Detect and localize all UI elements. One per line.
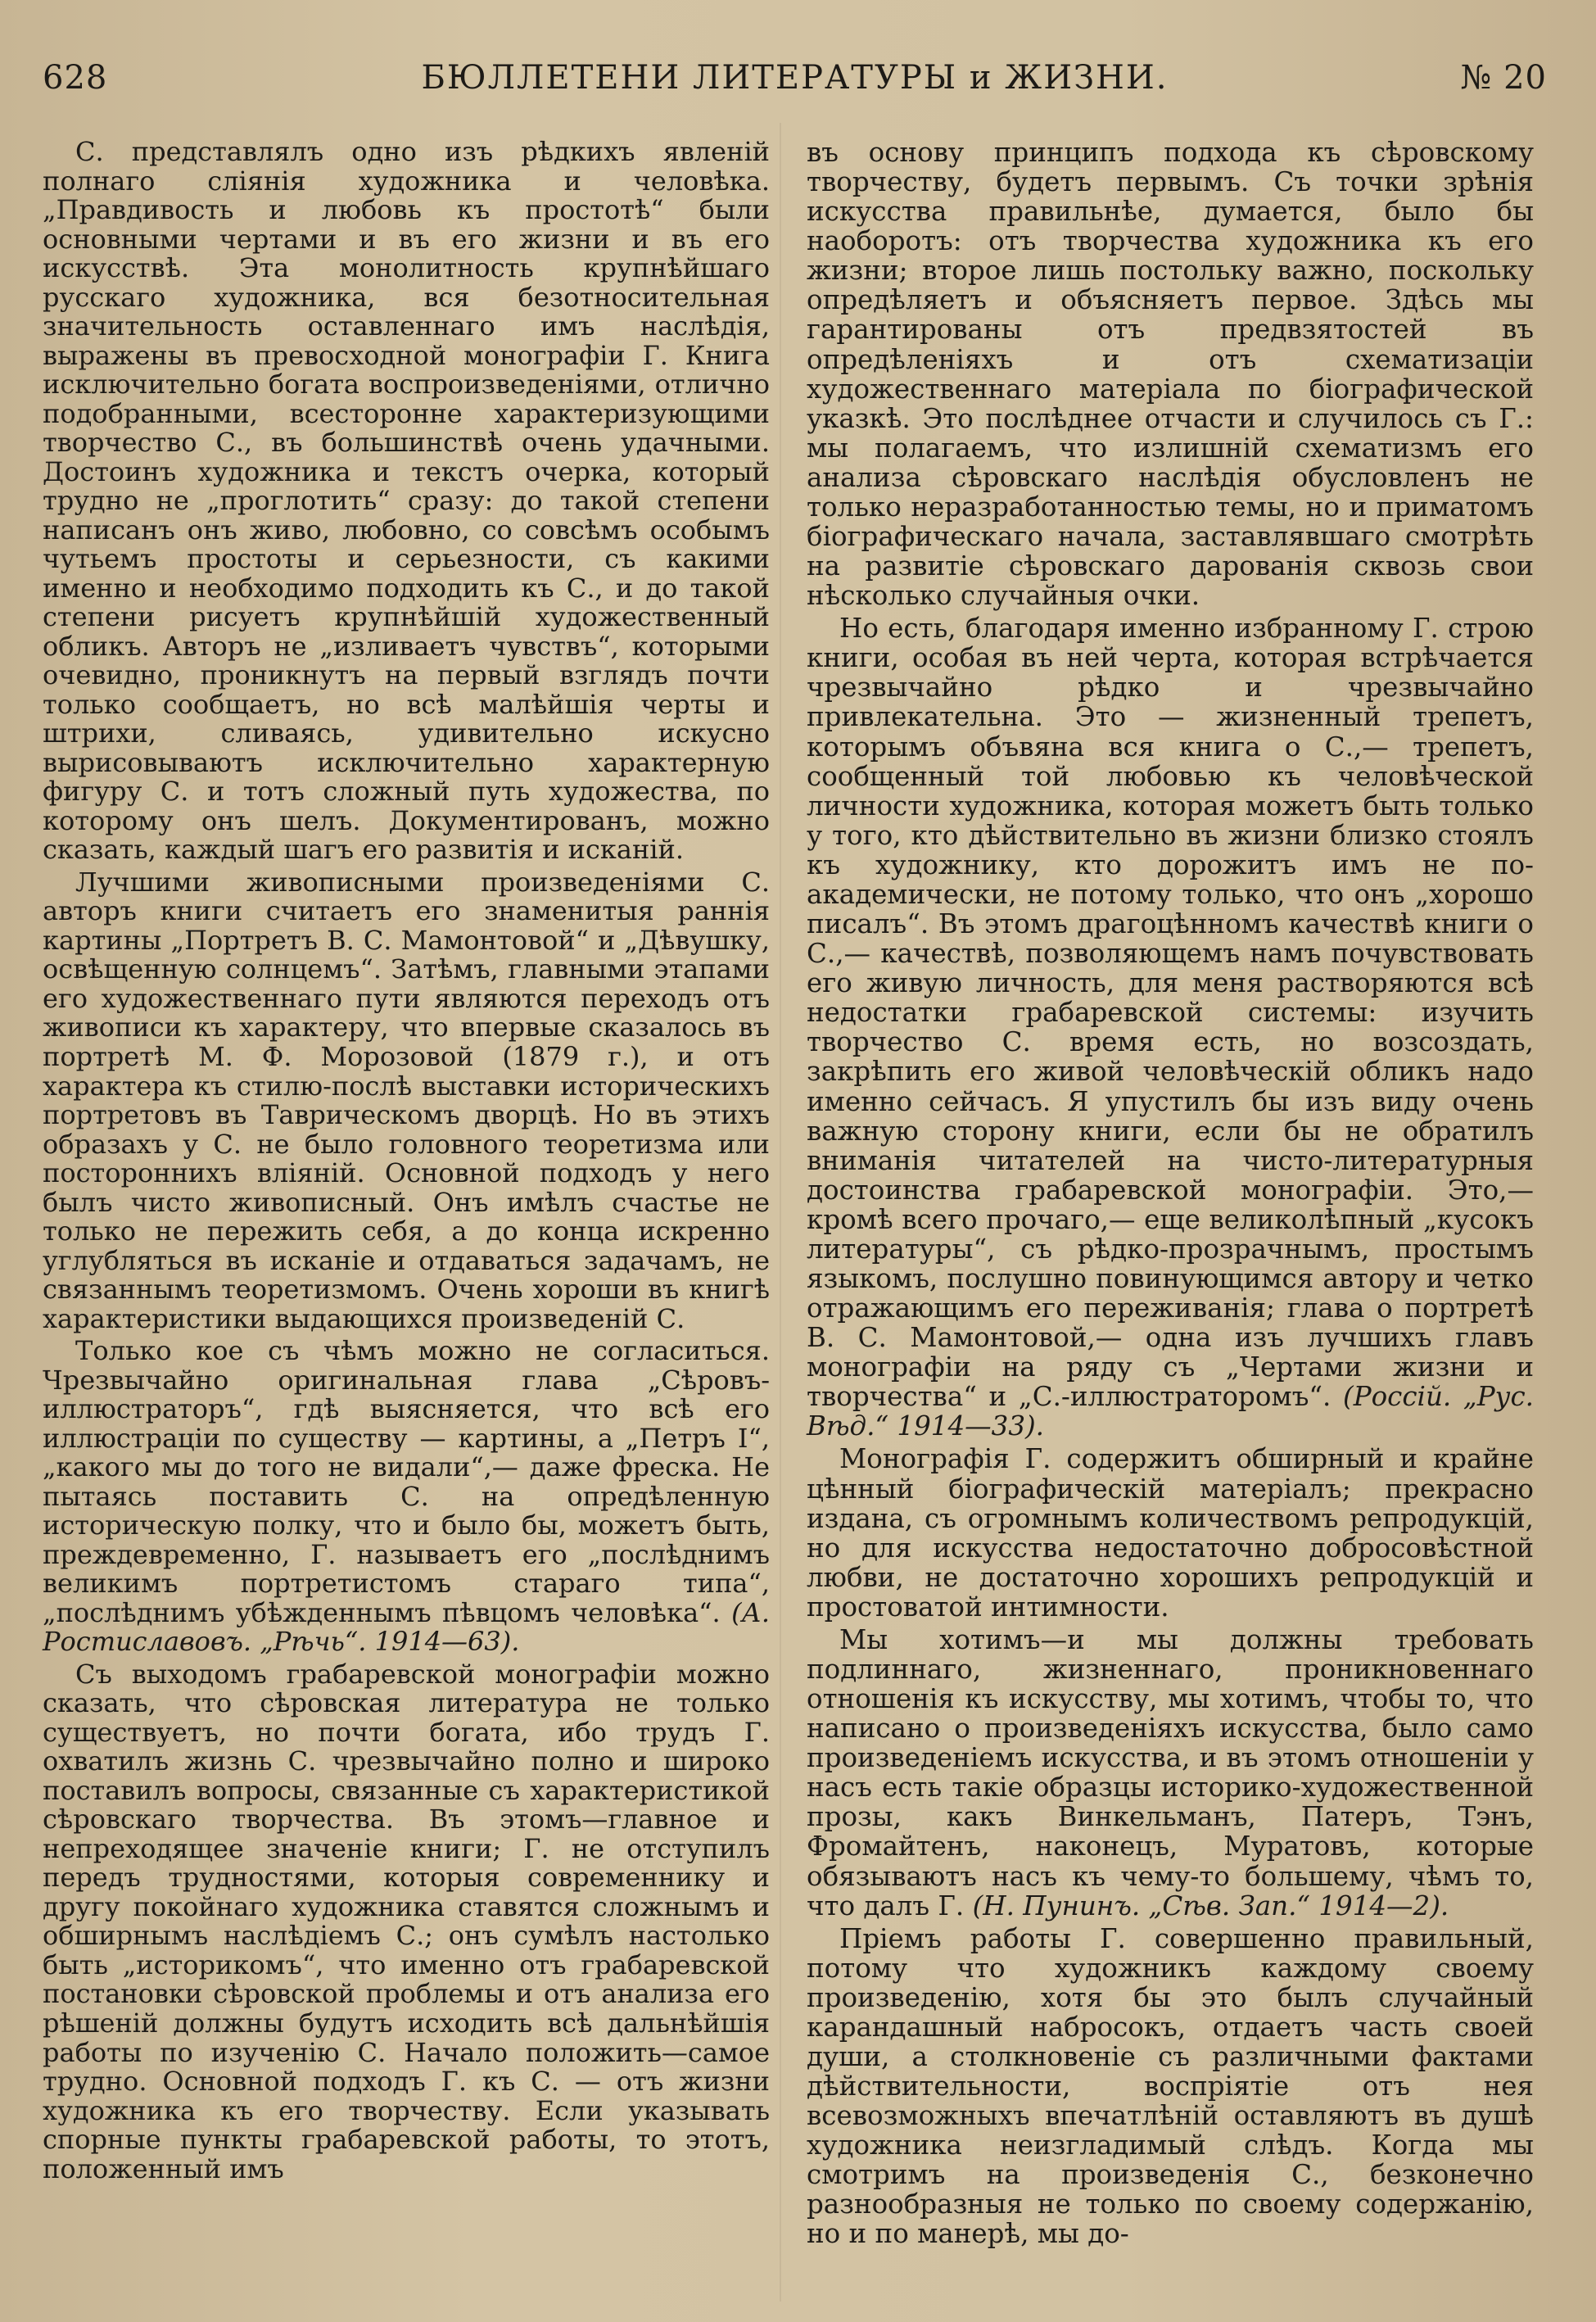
paragraph: Монографія Г. содержитъ обширный и крайне цѣнный біографическій матеріалъ; прекрасно издана, съ огромнымъ количествомъ репродукцій, но для искусства недостаточно добросовѣстной любви, не достаточно хорошихъ репродукцій и простоватой интимности. <box>807 1443 1534 1623</box>
paragraph: Только кое съ чѣмъ можно не согласиться. Чрезвычайно оригинальная глава „Сѣровъ-иллюстраторъ“, гдѣ выясняется, что всѣ его иллюстраціи по существу — картины, а „Петръ I“, „какого мы до того не видали“,— даже фреска. Не пытаясь поставить С. на опредѣленную историческую полку, что и было бы, можетъ быть, преждевременно, Г. называетъ его „послѣднимъ великимъ портретистомъ стараго типа“, „послѣднимъ убѣжденнымъ пѣвцомъ человѣка“. (А. Ростиславовъ. „Рѣчь“. 1914—63). <box>43 1335 771 1658</box>
running-header <box>43 59 1547 108</box>
paragraph: Мы хотимъ—и мы должны требовать подлиннаго, жизненнаго, проникновеннаго отношенія къ искусству, мы хотимъ, чтобы то, что написано о произведеніяхъ искусства, было само произведеніемъ искусства, и въ этомъ отношеніи у насъ есть такіе образцы историко-художественной прозы, какъ Винкельманъ, Патеръ, Тэнъ, Фромайтенъ, наконецъ, Муратовъ, которые обязываютъ насъ къ чему-то большему, чѣмъ то, что далъ Г. (Н. Пунинъ. „Сѣв. Зап.“ 1914—2). <box>807 1623 1534 1921</box>
paragraph: Съ выходомъ грабаревской монографіи можно сказать, что сѣровская литература не только существуетъ, но почти богата, ибо трудъ Г. охватилъ жизнь С. чрезвычайно полно и широко поставилъ вопросы, связанные съ характеристикой сѣровскаго творчества. Въ этомъ—главное и непреходящее значеніе книги; Г. не отступилъ передъ трудностями, которыя современнику и другу покойнаго художника ставятся сложнымъ и обширнымъ наслѣдіемъ С.; онъ сумѣлъ настолько быть „историкомъ“, что именно отъ грабаревской постановки сѣровской проблемы и отъ анализа его рѣшеній должны будутъ исходить всѣ дальнѣйшія работы по изученію С. Начало положить—самое трудно. Основной подходъ Г. къ С. — отъ жизни художника къ его творчеству. Если указывать спорные пункты грабаревской работы, то этотъ, положенный имъ <box>43 1658 770 2184</box>
column-divider <box>780 123 781 2302</box>
journal-title: БЮЛЛЕТЕНИ ЛИТЕРАТУРЫ и ЖИЗНИ. <box>421 59 1169 97</box>
right-column <box>807 138 1534 2252</box>
paragraph: Лучшими живописными произведеніями С. авторъ книги считаетъ его знаменитыя раннія картины „Портретъ В. С. Мамонтовой“ и „Дѣвушку, освѣщенную солнцемъ“. Затѣмъ, главными этапами его художественнаго пути являются переходъ отъ живописи къ характеру, что впервые сказалось въ портретѣ М. Ф. Морозовой (1879 г.), и отъ характера къ стилю-послѣ выставки историческихъ портретовъ въ Таврическомъ дворцѣ. Но въ этихъ образахъ у С. не было головного теоретизма или постороннихъ вліяній. Основной подходъ у него былъ чисто живописный. Онъ имѣлъ счастье не только не пережить себя, а до конца искренно углубляться въ исканіе и отдаваться задачамъ, не связаннымъ теоретизмомъ. Очень хороши въ книгѣ характеристики выдающихся произведеній С. <box>43 866 770 1334</box>
page-number: 628 <box>43 59 108 97</box>
paragraph-continued: въ основу принципъ подхода къ сѣровскому творчеству, будетъ первымъ. Съ точки зрѣнія искусства правильнѣе, думается, было бы наоборотъ: отъ творчества художника къ его жизни; второе лишь постольку важно, поскольку опредѣляетъ и объясняетъ первое. Здѣсь мы гарантированы отъ предвзятостей въ опредѣленіяхъ и отъ схематизаціи художественнаго матеріала по біографической указкѣ. Это послѣднее отчасти и случилось съ Г.: мы полагаемъ, что излишній схематизмъ его анализа сѣровскаго наслѣдія обусловленъ не только неразработанностью темы, но и приматомъ біографическаго начала, заставлявшаго смотрѣть на развитіе сѣровскаго дарованія сквозь свои нѣсколько случайныя очки. <box>807 137 1534 612</box>
citation: (А. Ростиславовъ. „Рѣчь“. 1914—63). <box>43 1596 771 1658</box>
issue-number: № 20 <box>1460 59 1547 97</box>
paragraph: Пріемъ работы Г. совершенно правильный, потому что художникъ каждому своему произведенію, хотя бы это былъ случайный карандашный набросокъ, отдаетъ часть своей души, а столкновеніе съ различными фактами дѣйствительности, воспріятіе отъ нея всевозможныхъ впечатлѣній оставляютъ въ душѣ художника неизгладимый слѣдъ. Когда мы смотримъ на произведенія С., безконечно разнообразныя не только по своему содержанію, но и по манерѣ, мы до- <box>807 1922 1534 2250</box>
paragraph: С. представлялъ одно изъ рѣдкихъ явленій полнаго сліянія художника и человѣка. „Правдивость и любовь къ простотѣ“ были основными чертами и въ его жизни и въ его искусствѣ. Эта монолитность крупнѣйшаго русскаго художника, вся безотносительная значительность оставленнаго имъ наслѣдія, выражены въ превосходной монографіи Г. Книга исключительно богата воспроизведеніями, отлично подобранными, всесторонне характеризующими творчество С., въ большинствѣ очень удачными. Достоинъ художника и текстъ очерка, который трудно не „проглотить“ сразу: до такой степени написанъ онъ живо, любовно, со совсѣмъ особымъ чутьемъ простоты и серьезности, съ какими именно и необходимо подходить къ С., и до такой степени рисуетъ крупнѣйшій художественный обликъ. Авторъ не „изливаетъ чувствъ“, которыми очевидно, проникнутъ на первый взглядъ почти только сообщаетъ, но всѣ малѣйшія черты и штрихи, сливаясь, удивительно искусно вырисовываютъ исключительно характерную фигуру С. и тотъ сложный путь художества, по которому онъ шелъ. Документированъ, можно сказать, каждый шагъ его развитія и исканій. <box>43 136 770 866</box>
paragraph: Но есть, благодаря именно избранному Г. строю книги, особая въ ней черта, которая встрѣчается чрезвычайно рѣдко и чрезвычайно привлекательна. Это — жизненный трепетъ, которымъ объвяна вся книга о С.,— трепетъ, сообщенный той любовью къ человѣческой личности художника, которая можетъ быть только у того, кто дѣйствительно въ жизни близко стоялъ къ художнику, кто дорожитъ имъ не по-академически, не потому только, что онъ „хорошо писалъ“. Въ этомъ драгоцѣнномъ качествѣ книги о С.,— качествѣ, позволяющемъ намъ почувствовать его живую личность, для меня растворяются всѣ недостатки грабаревской системы: изучить творчество С. время есть, но возсоздать, закрѣпить его живой человѣческій обликъ надо именно сейчасъ. Я упустилъ бы изъ виду очень важную сторону книги, если бы не обратилъ вниманія читателей на чисто-литературныя достоинства грабаревской монографіи. Это,— кромѣ всего прочаго,— еще великолѣпный „кусокъ литературы“, съ рѣдко-прозрачнымъ, простымъ языкомъ, послушно повинующимся автору и четко отражающимъ его переживанія; глава о портретѣ В. С. Мамонтовой,— одна изъ лучшихъ главъ монографіи на ряду съ „Чертами жизни и творчества“ и „С.-иллюстраторомъ“. (Россій. „Рус. Вѣд.“ 1914—33). <box>807 613 1534 1442</box>
citation: (Россій. „Рус. Вѣд.“ 1914—33). <box>807 1381 1534 1442</box>
left-column <box>43 138 770 2187</box>
citation: (Н. Пунинъ. „Сѣв. Зап.“ 1914—2). <box>972 1890 1449 1921</box>
